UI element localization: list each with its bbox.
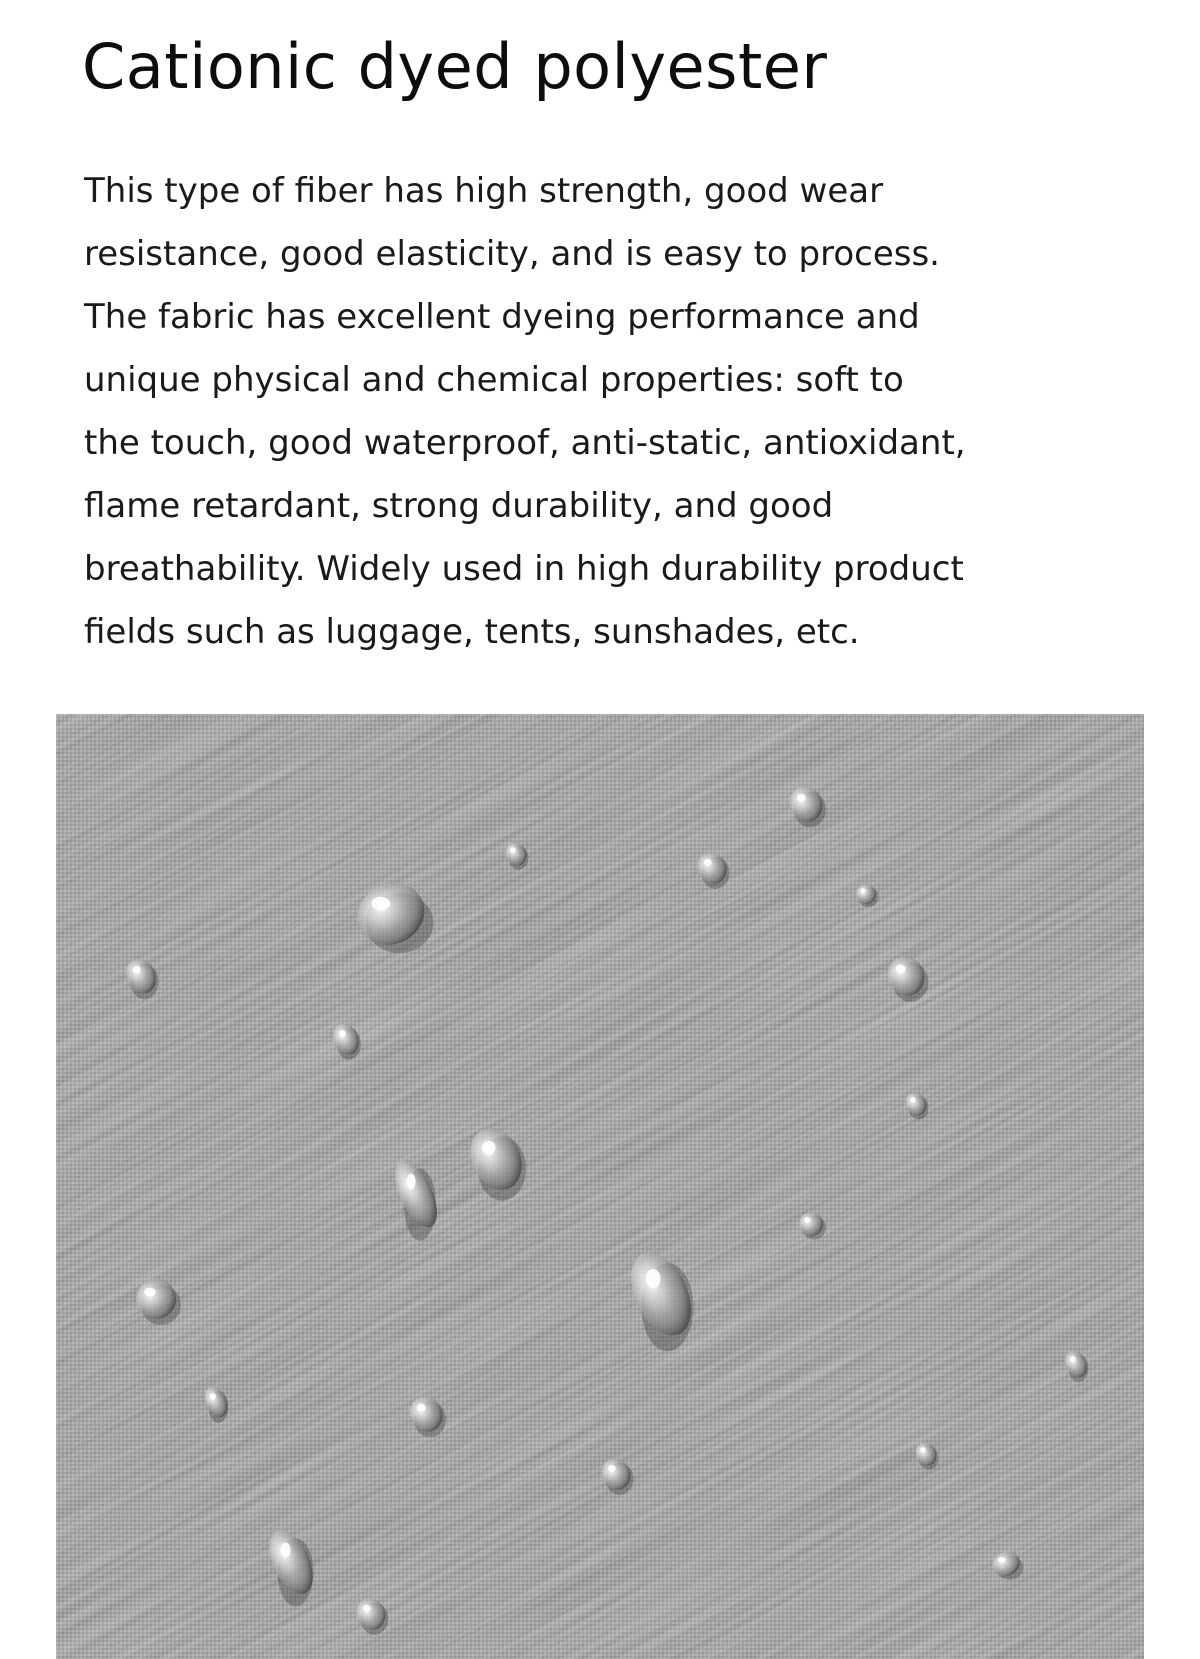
description-line: fields such as luggage, tents, sunshades, etc.	[84, 612, 860, 652]
description-line: unique physical and chemical properties: soft to	[84, 360, 904, 400]
description-line: the touch, good waterproof, anti-static, antioxidant,	[84, 423, 966, 463]
description-line: This type of fiber has high strength, good wear	[84, 171, 884, 211]
description-line: The fabric has excellent dyeing performance and	[84, 297, 920, 337]
description-line: breathability. Widely used in high durability product	[84, 549, 964, 589]
fabric-water-droplets-image	[56, 714, 1144, 1659]
description-paragraph	[84, 160, 1084, 664]
page-title: Cationic dyed polyester	[82, 30, 828, 103]
description-line: resistance, good elasticity, and is easy to process.	[84, 234, 940, 274]
description-line: flame retardant, strong durability, and good	[84, 486, 834, 526]
